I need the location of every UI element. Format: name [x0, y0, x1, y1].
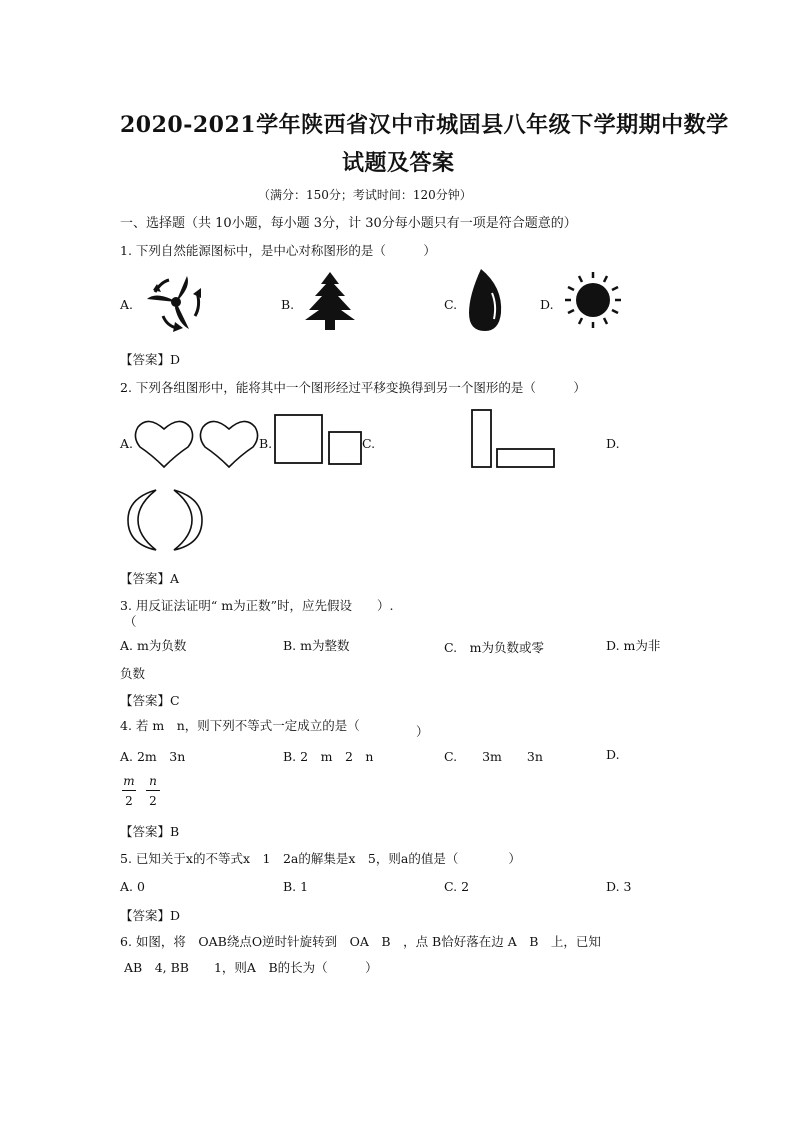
question-4-option-a: A. 2m 3n: [120, 749, 186, 764]
question-5-stem: 5. 已知关于x的不等式x 1 2a的解集是x 5，则a的值是（ ）: [120, 851, 521, 866]
document-subtitle: （满分：150分；考试时间：120分钟）: [258, 188, 472, 202]
question-4-option-b: B. 2 m 2 n: [283, 749, 374, 764]
question-3-option-d-wrap: 负数: [120, 666, 146, 681]
heart-shape: [134, 417, 194, 469]
question-1-option-d-label: D.: [540, 297, 554, 312]
pine-tree-icon: [303, 272, 357, 330]
question-6-stem-line2: AB 4, BB 1，则A B的长为（ ）: [124, 960, 378, 975]
question-2-stem: 2. 下列各组图形中，能将其中一个图形经过平移变换得到另一个图形的是（ ）: [120, 380, 586, 395]
question-3-answer: 【答案】C: [120, 693, 180, 708]
water-drop-icon: [467, 269, 503, 331]
question-5-option-c: C. 2: [444, 879, 470, 894]
vertical-rectangle-shape: [471, 409, 493, 469]
question-1-stem: 1. 下列自然能源图标中，是中心对称图形的是（ ）: [120, 243, 436, 258]
question-2-option-a-label: A.: [120, 436, 134, 451]
question-4-stem-close: ）: [416, 724, 429, 739]
crescent-pair-shape: [126, 488, 206, 552]
question-3-stem: 3. 用反证法证明“ m为正数”时，应先假设 ）.: [120, 598, 394, 613]
document-title-line2: 试题及答案: [342, 150, 455, 176]
question-4-stem: 4. 若 m n，则下列不等式一定成立的是（: [120, 718, 360, 733]
question-2-option-b-label: B.: [259, 436, 273, 451]
fraction-n-over-2: [146, 774, 160, 808]
question-5-option-a: A. 0: [120, 879, 145, 894]
question-3-stem-paren: （: [124, 614, 137, 629]
fraction-numerator: m: [122, 774, 136, 791]
fraction-numerator: n: [146, 774, 160, 791]
question-5-option-b: B. 1: [283, 879, 309, 894]
question-4-answer: 【答案】B: [120, 824, 180, 839]
fraction-denominator: 2: [125, 794, 133, 808]
fraction-m-over-2: [122, 774, 136, 808]
fraction-denominator: 2: [149, 794, 157, 808]
question-4-option-c: C. 3m 3n: [444, 749, 543, 764]
large-square-shape: [274, 414, 324, 464]
question-3-option-a: A. m为负数: [120, 638, 187, 653]
heart-shape: [199, 417, 259, 469]
question-2-option-c-label: C.: [362, 436, 376, 451]
question-2-answer: 【答案】A: [120, 571, 180, 586]
question-3-option-c: C. m为负数或零: [444, 640, 544, 655]
small-square-shape: [328, 431, 362, 465]
question-4-option-d: D.: [606, 747, 620, 762]
sun-icon: [562, 270, 624, 330]
question-1-option-a-label: A.: [120, 297, 134, 312]
question-5-option-d: D. 3: [606, 879, 632, 894]
question-2-option-d-label: D.: [606, 436, 620, 451]
question-1-answer: 【答案】D: [120, 352, 181, 367]
horizontal-rectangle-shape: [496, 448, 556, 469]
section-heading-multiple-choice: 一、选择题（共 10小题，每小题 3分，计 30分每小题只有一项是符合题意的）: [120, 216, 577, 231]
question-6-stem-line1: 6. 如图，将 OAB绕点O逆时针旋转到 OA B ，点 B恰好落在边 A B 上，已知: [120, 934, 601, 949]
question-3-option-b: B. m为整数: [283, 638, 350, 653]
question-3-option-d: D. m为非: [606, 638, 661, 653]
wind-turbine-icon: [143, 272, 209, 332]
question-5-answer: 【答案】D: [120, 908, 181, 923]
question-1-option-c-label: C.: [444, 297, 458, 312]
question-1-option-b-label: B.: [281, 297, 295, 312]
document-title-line1: 2020-2021学年陕西省汉中市城固县八年级下学期期中数学: [120, 112, 729, 138]
